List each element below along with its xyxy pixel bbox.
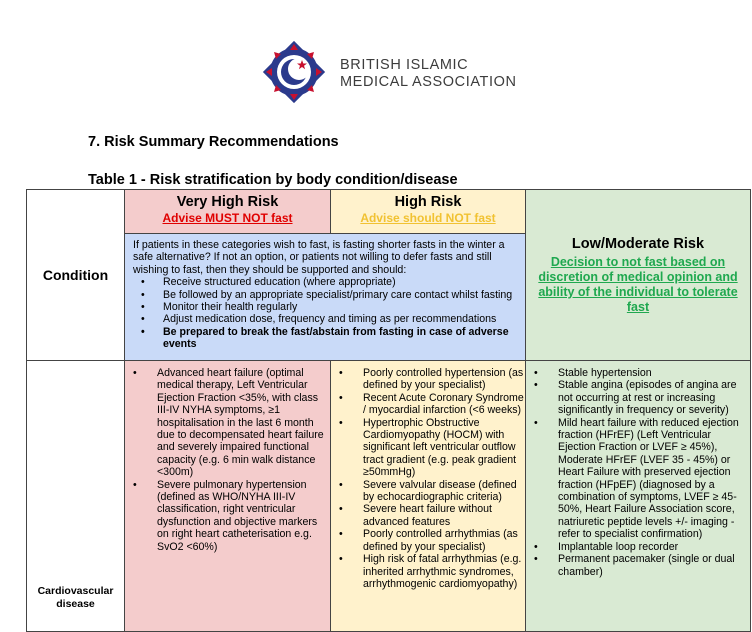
advice-list <box>133 276 517 350</box>
low-moderate-risk-title: Low/Moderate Risk <box>571 236 705 252</box>
risk-table <box>26 189 751 632</box>
very-high-risk-list <box>125 361 330 553</box>
very-high-risk-advice: Advise MUST NOT fast <box>162 211 293 225</box>
list-item: • Implantable loop recorder <box>526 541 750 553</box>
high-risk-title: High Risk <box>394 194 462 210</box>
list-item: • Poorly controlled hypertension (as defined by your specialist) <box>331 367 525 392</box>
low-moderate-risk-header <box>526 190 751 361</box>
table-title: Table 1 - Risk stratification by body condition/disease <box>88 172 458 188</box>
list-item: • Advanced heart failure (optimal medical therapy, Left Ventricular Ejection Fraction <35%, with class III-IV NYHA symptoms, ≥1 hospitalisation in the last 6 month due to decompensated heart failure and severely impaired functional capacity (e.g. 6 min walk distance <300m) <box>125 367 330 479</box>
list-item: • High risk of fatal arrhythmias (e.g. inherited arrhythmic syndromes, arrhythmogenic cardiomyopathy) <box>331 553 525 590</box>
list-item: • Mild heart failure with reduced ejection fraction (HFrEF) (Left Ventricular Ejection Fraction or LVEF ≥ 45%), Moderate HFrEF (LVEF 35 - 45%) or Heart Failure with preserved ejection fraction (HFpEF) (diagnosed by a combination of symptoms, LVEF ≥ 45-50%, Heart Failure Association score, natriuretic peptide levels +/- imaging - refer to specialist confirmation) <box>526 417 750 541</box>
bima-logo <box>262 40 326 104</box>
very-high-risk-conditions <box>125 361 331 632</box>
table-header-row <box>27 190 751 234</box>
cardiovascular-row <box>27 361 751 632</box>
list-item: • Monitor their health regularly <box>133 301 517 313</box>
list-item: • Stable angina (episodes of angina are not occurring at rest or increasing significantly in frequency or severity) <box>526 379 750 416</box>
condition-header: Condition <box>27 190 125 361</box>
list-item: • Severe valvular disease (defined by echocardiographic criteria) <box>331 479 525 504</box>
low-moderate-risk-advice: Decision to not fast based on discretion of medical opinion and ability of the individual to tolerate fast <box>538 255 738 314</box>
high-risk-header <box>331 190 526 234</box>
high-risk-list <box>331 361 525 590</box>
list-item: • Be prepared to break the fast/abstain from fasting in case of adverse events <box>133 326 517 351</box>
list-item: • Adjust medication dose, frequency and timing as per recommendations <box>133 313 517 325</box>
organisation-name <box>340 57 517 91</box>
high-risk-advice: Advise should NOT fast <box>360 211 496 225</box>
low-moderate-risk-conditions <box>526 361 751 632</box>
very-high-risk-title: Very High Risk <box>176 194 279 210</box>
list-item: • Stable hypertension <box>526 367 750 379</box>
fasting-advice <box>125 234 526 361</box>
list-item: • Be followed by an appropriate specialist/primary care contact whilst fasting <box>133 289 517 301</box>
high-risk-conditions <box>331 361 526 632</box>
row-condition-label: Cardiovascular disease <box>27 361 125 632</box>
advice-intro: If patients in these categories wish to fast, is fasting shorter fasts in the winter a safe alternative? If not an option, or patients not willing to defer fasts and still wishing to fast, then they should be supported and should: <box>133 239 505 276</box>
list-item: • Permanent pacemaker (single or dual chamber) <box>526 553 750 578</box>
list-item: • Receive structured education (where appropriate) <box>133 276 517 288</box>
list-item: • Severe heart failure without advanced features <box>331 503 525 528</box>
list-item: • Severe pulmonary hypertension (defined as WHO/NYHA III-IV classification, right ventricular dysfunction and objective markers on right heart catheterisation e.g. SvO2 <60%) <box>125 479 330 553</box>
org-line-1: BRITISH ISLAMIC <box>340 57 469 73</box>
very-high-risk-header <box>125 190 331 234</box>
list-item: • Recent Acute Coronary Syndrome / myocardial infarction (<6 weeks) <box>331 392 525 417</box>
list-item: • Hypertrophic Obstructive Cardiomyopathy (HOCM) with significant left ventricular outflow tract gradient (e.g. peak gradient ≥50mmHg) <box>331 417 525 479</box>
low-moderate-risk-list <box>526 361 750 578</box>
section-heading: 7. Risk Summary Recommendations <box>88 134 339 150</box>
org-line-2: MEDICAL ASSOCIATION <box>340 74 517 90</box>
list-item: • Poorly controlled arrhythmias (as defined by your specialist) <box>331 528 525 553</box>
